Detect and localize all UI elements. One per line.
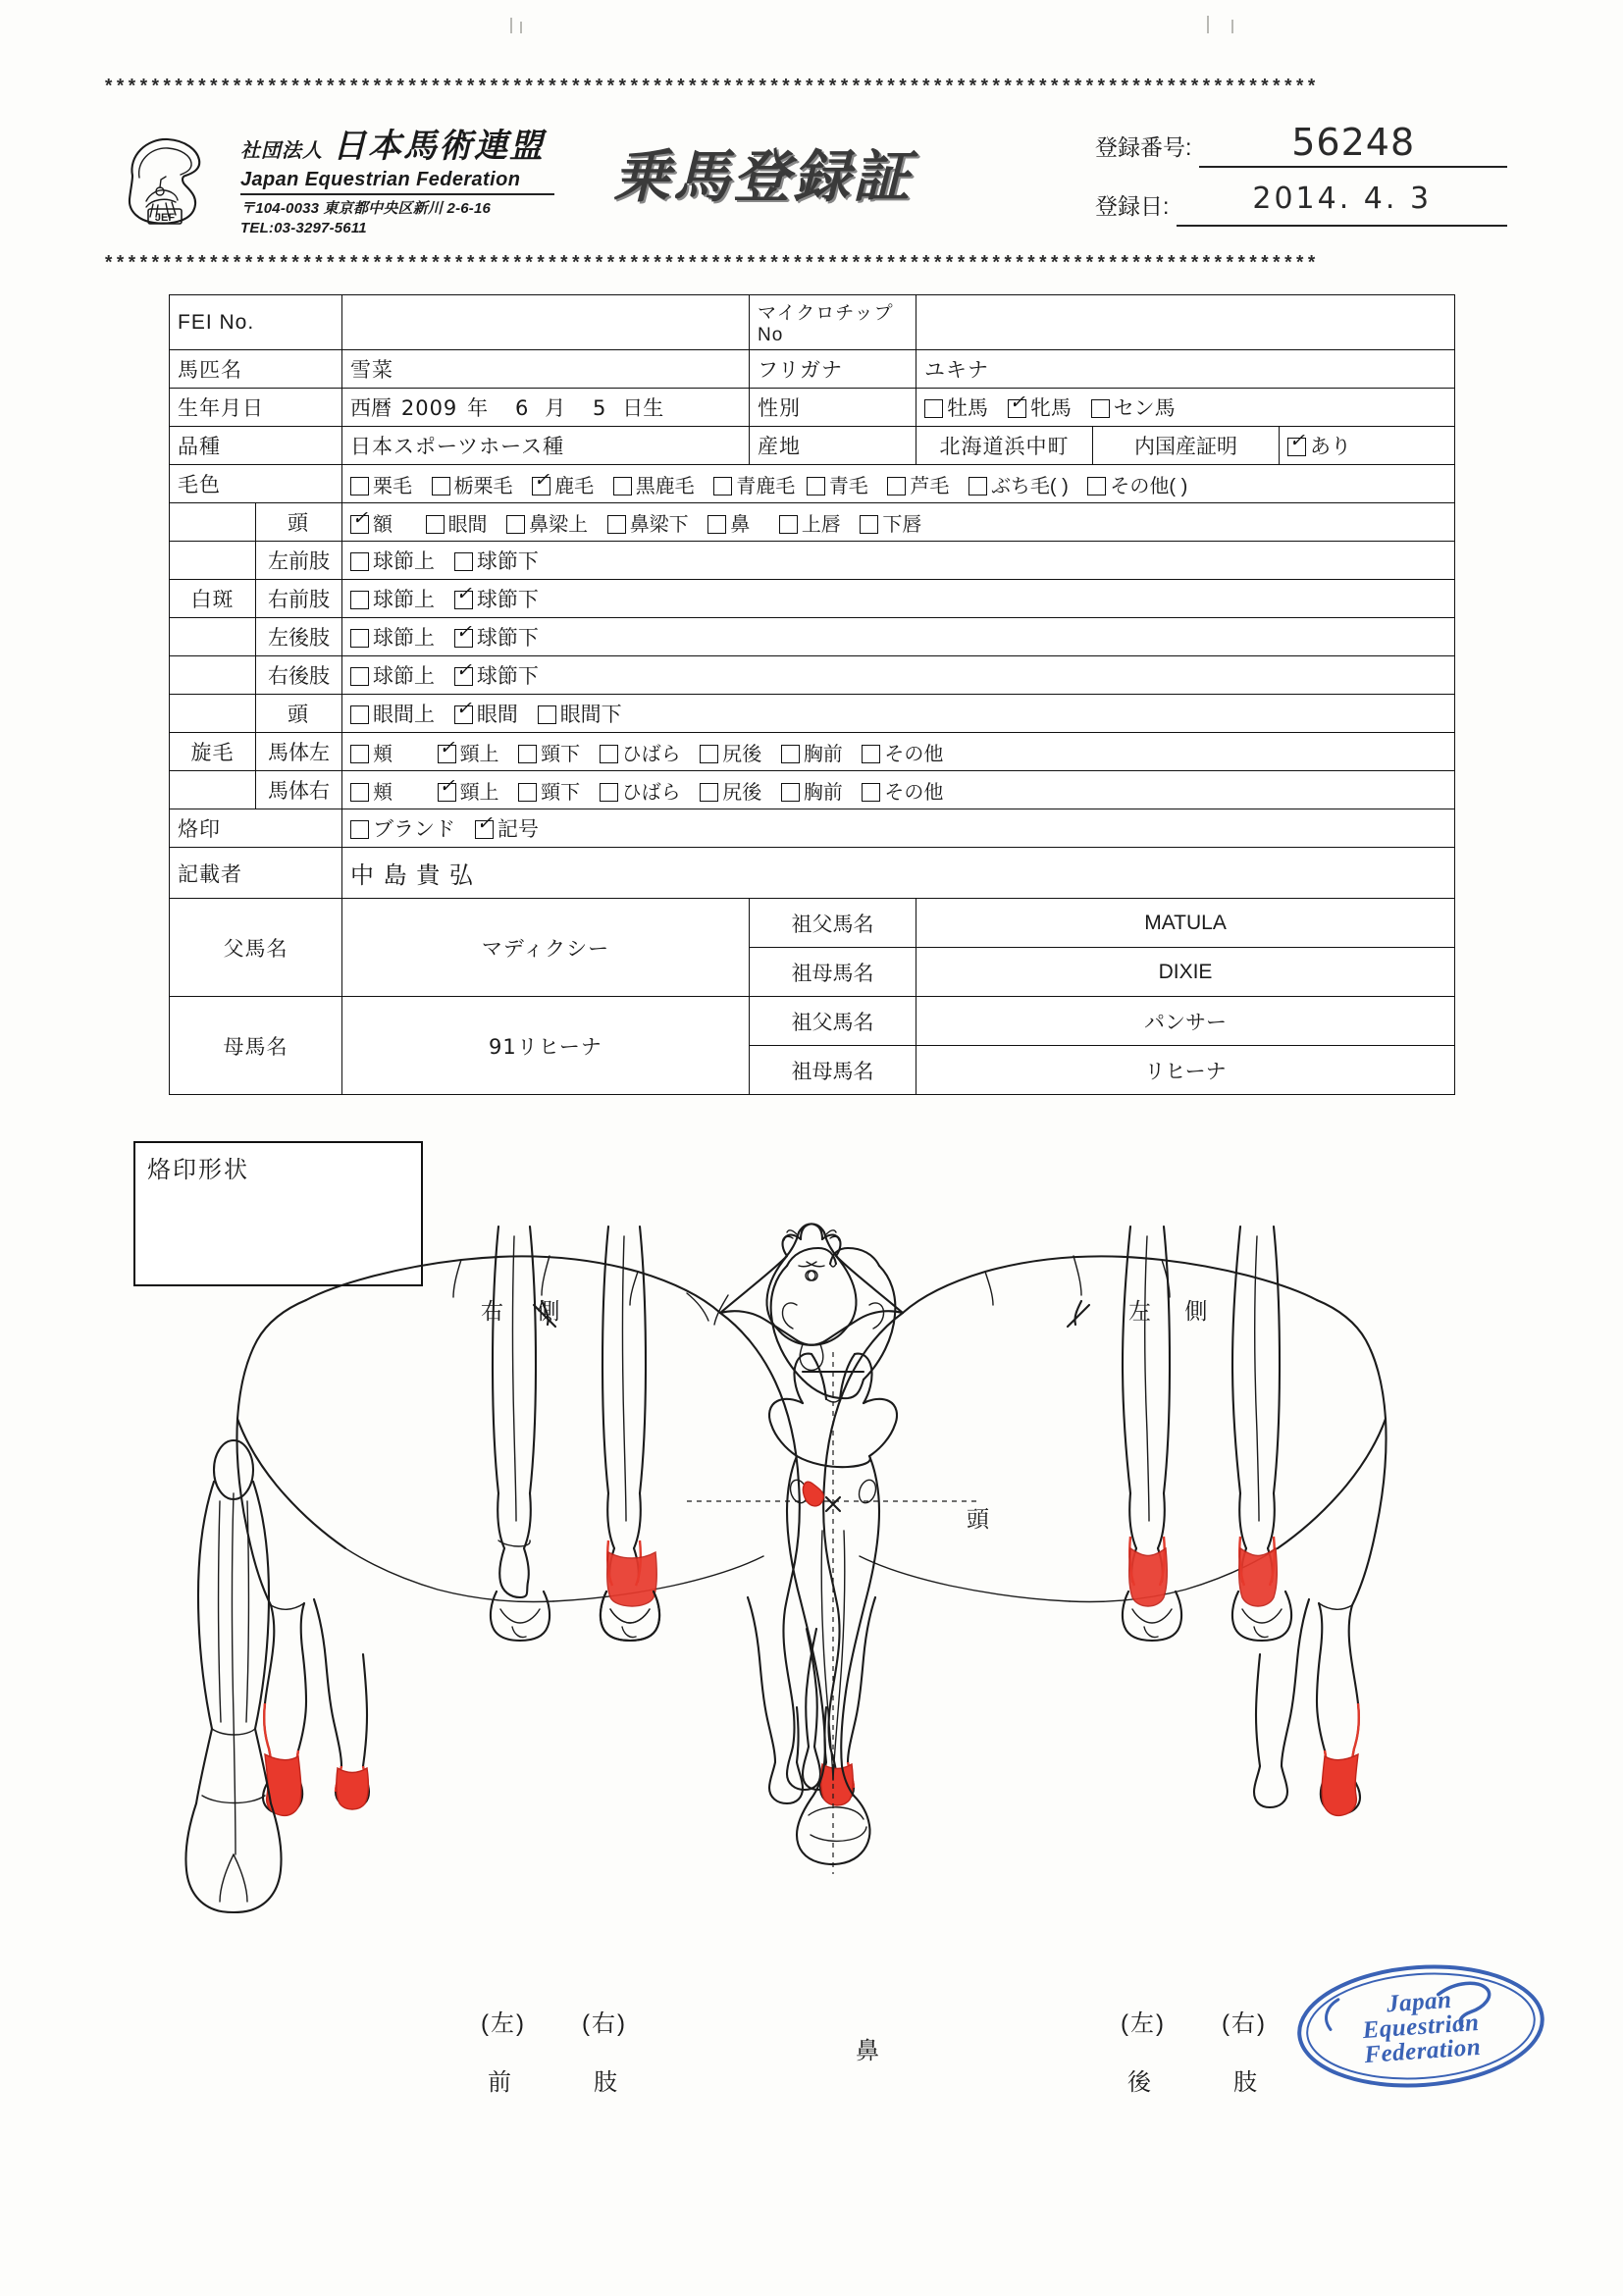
domestic-certificate-label: 内国産証明 xyxy=(1093,427,1280,465)
dam-grandsire-value: パンサー xyxy=(916,997,1455,1046)
brand-option-1[interactable] xyxy=(475,813,539,843)
whorl-body-0-option-5[interactable] xyxy=(781,738,843,766)
microchip-label: マイクロチップNo xyxy=(750,295,916,350)
white-limb-1-option-0[interactable] xyxy=(350,584,435,613)
table-row-breed xyxy=(170,427,1455,465)
sex-option-mare[interactable] xyxy=(1008,392,1072,422)
white-head-option-4-label: 鼻 xyxy=(730,513,751,536)
hind-left-label: (左) xyxy=(1121,2010,1166,2037)
whorl-head-option-0[interactable] xyxy=(350,699,435,728)
whorl-body-0-option-1[interactable] xyxy=(438,738,499,766)
birth-year-unit: 年 xyxy=(467,397,489,420)
white-head-option-0-label: 額 xyxy=(373,513,393,536)
whorl-body-1-label: 馬体右 xyxy=(256,771,342,809)
coat-option-7[interactable] xyxy=(969,470,1069,498)
white-limb-2-option-1[interactable] xyxy=(454,622,539,652)
breed-label: 品種 xyxy=(170,427,342,465)
sire-grandsire-value: MATULA xyxy=(916,899,1455,948)
white-limb-2-options xyxy=(342,618,1455,656)
table-row-sire-gs xyxy=(170,899,1455,948)
white-limb-3-option-1[interactable] xyxy=(454,660,539,690)
origin-label: 産地 xyxy=(750,427,916,465)
sire-granddam-value: DIXIE xyxy=(916,948,1455,997)
white-limb-2-option-1-label: 球節下 xyxy=(476,627,539,650)
white-limb-3-options xyxy=(342,656,1455,695)
dam-label: 母馬名 xyxy=(170,997,342,1095)
brand-option-1-label: 記号 xyxy=(497,818,539,841)
whorl-spacer-2 xyxy=(170,771,256,809)
white-limb-2-option-0[interactable] xyxy=(350,622,435,652)
coat-option-2-label: 鹿毛 xyxy=(554,475,595,497)
birth-day-unit: 日生 xyxy=(622,397,664,420)
whorl-head-option-2-label: 眼間下 xyxy=(559,704,622,726)
coat-option-5-label: 青毛 xyxy=(828,475,868,497)
dam-granddam-label: 祖母馬名 xyxy=(750,1046,916,1095)
whorl-head-options xyxy=(342,695,1455,733)
whorl-head-option-2[interactable] xyxy=(538,699,622,728)
domestic-certificate-option[interactable] xyxy=(1280,427,1455,465)
whorl-body-1-option-2[interactable] xyxy=(518,776,580,805)
coat-option-1[interactable] xyxy=(432,470,513,498)
coat-option-6-label: 芦毛 xyxy=(910,475,950,497)
coat-option-5[interactable] xyxy=(807,470,868,498)
fore-limb-label: 前 肢 xyxy=(488,2069,647,2096)
brand-option-0-label: ブランド xyxy=(373,818,455,841)
furigana-value: ユキナ xyxy=(916,350,1455,389)
asterisk-divider-bottom: ******************************************************************************************************** xyxy=(103,253,1318,275)
sire-value: マディクシー xyxy=(342,899,750,997)
whorl-body-0-option-2-label: 頸下 xyxy=(541,743,581,765)
breed-value: 日本スポーツホース種 xyxy=(342,427,750,465)
brand-options xyxy=(342,809,1455,848)
white-marking-spacer xyxy=(170,503,256,542)
dam-value: 91リヒーナ xyxy=(342,997,750,1095)
svg-text:JEF: JEF xyxy=(154,212,176,224)
hind-right-label: (右) xyxy=(1222,2010,1267,2037)
whorl-spacer xyxy=(170,695,256,733)
table-row-white-lh xyxy=(170,618,1455,656)
table-row-white-rf xyxy=(170,580,1455,618)
whorl-body-0-options xyxy=(342,733,1455,771)
registration-info xyxy=(1095,121,1507,240)
coat-option-3-label: 黒鹿毛 xyxy=(635,475,695,497)
scan-artifact xyxy=(1207,16,1209,33)
white-head-option-0[interactable] xyxy=(350,508,393,537)
white-marking-label xyxy=(170,542,256,580)
whorl-body-1-option-3-label: ひばら xyxy=(621,781,681,804)
sire-granddam-label: 祖母馬名 xyxy=(750,948,916,997)
birth-month-unit: 月 xyxy=(545,397,566,420)
sex-option-mare-label: 牝馬 xyxy=(1029,397,1072,420)
org-address: 〒104-0033 東京都中央区新川 2-6-16 xyxy=(240,200,492,217)
registration-date-value: 2014. 4. 3 xyxy=(1177,182,1507,227)
white-head-options xyxy=(342,503,1455,542)
whorl-body-0-option-4[interactable] xyxy=(700,738,761,766)
sex-option-stallion[interactable] xyxy=(924,392,988,422)
whorl-head-option-1[interactable] xyxy=(454,699,518,728)
table-row-brand xyxy=(170,809,1455,848)
coat-color-label: 毛色 xyxy=(170,465,342,503)
whorl-body-0-option-3[interactable] xyxy=(600,738,681,766)
domestic-certificate-value: あり xyxy=(1310,436,1351,458)
birth-year: 2009 xyxy=(400,396,458,420)
org-corp-prefix: 社団法人 xyxy=(240,140,323,162)
coat-option-0[interactable] xyxy=(350,470,412,498)
whorl-body-0-label: 馬体左 xyxy=(256,733,342,771)
whorl-body-1-option-4[interactable] xyxy=(700,776,761,805)
coat-option-8[interactable] xyxy=(1087,470,1187,498)
white-head-label: 頭 xyxy=(256,503,342,542)
white-limb-1-option-1-label: 球節下 xyxy=(476,589,539,611)
table-row-white-lf xyxy=(170,542,1455,580)
whorl-body-1-option-5[interactable] xyxy=(781,776,843,805)
fei-no-label: FEI No. xyxy=(170,295,342,350)
brand-label: 烙印 xyxy=(170,809,342,848)
jef-official-seal xyxy=(1289,1952,1553,2102)
white-limb-0-option-0[interactable] xyxy=(350,546,435,575)
recorder-value: 中 島 貴 弘 xyxy=(342,848,1455,899)
whorl-body-0-option-0[interactable] xyxy=(350,738,393,766)
whorl-head-label: 頭 xyxy=(256,695,342,733)
whorl-body-1-option-0[interactable] xyxy=(350,776,393,805)
birth-month: 6 xyxy=(514,396,530,420)
hindlimb-pair-figure xyxy=(1123,1226,1291,1641)
white-head-option-4[interactable] xyxy=(707,508,750,537)
white-limb-1-option-0-label: 球節上 xyxy=(373,589,435,611)
table-row-whorl-left xyxy=(170,733,1455,771)
whorl-body-0-option-2[interactable] xyxy=(518,738,580,766)
whorl-body-1-option-6[interactable] xyxy=(862,776,943,805)
sex-label: 性別 xyxy=(750,389,916,427)
whorl-body-1-option-5-label: 胸前 xyxy=(803,781,843,804)
white-limb-2-option-0-label: 球節上 xyxy=(373,627,435,650)
coat-option-7-label: ぶち毛( ) xyxy=(990,475,1069,497)
white-head-option-5[interactable] xyxy=(779,508,841,537)
coat-option-3[interactable] xyxy=(613,470,695,498)
coat-option-1-label: 栃栗毛 xyxy=(453,475,513,497)
white-head-option-6[interactable] xyxy=(860,508,921,537)
white-limb-0-options xyxy=(342,542,1455,580)
jef-logo-icon xyxy=(121,130,211,229)
white-limb-0-option-1-label: 球節下 xyxy=(476,550,539,573)
brand-shape-label: 烙印形状 xyxy=(147,1157,249,1183)
registration-date-label: 登録日: xyxy=(1095,193,1170,219)
registration-number-row xyxy=(1095,121,1507,168)
brand-option-0[interactable] xyxy=(350,813,455,843)
white-head-option-1[interactable] xyxy=(426,508,488,537)
table-row-fei xyxy=(170,295,1455,350)
white-head-option-2-label: 鼻梁上 xyxy=(529,513,589,536)
nose-label: 鼻 xyxy=(856,2038,881,2064)
whorl-body-1-options xyxy=(342,771,1455,809)
forelimb-pair-figure xyxy=(491,1226,659,1641)
registration-number-label: 登録番号: xyxy=(1095,134,1192,160)
horse-name-value: 雪菜 xyxy=(342,350,750,389)
white-limb-3-option-0[interactable] xyxy=(350,660,435,690)
whorl-head-option-1-label: 眼間 xyxy=(476,704,518,726)
coat-option-4-label: 青鹿毛 xyxy=(736,475,796,497)
seal-line-2: Equestrian xyxy=(1361,2009,1481,2045)
white-limb-0-label: 左前肢 xyxy=(256,542,342,580)
white-limb-0-option-1[interactable] xyxy=(454,546,539,575)
coat-option-4[interactable] xyxy=(713,470,795,498)
asterisk-divider-top: ******************************************************************************************************** xyxy=(103,77,1318,98)
white-head-option-3-label: 鼻梁下 xyxy=(629,513,689,536)
table-row-birth xyxy=(170,389,1455,427)
whorl-body-0-option-6-label: その他 xyxy=(884,743,944,765)
fei-no-value xyxy=(342,295,750,350)
white-limb-3-option-0-label: 球節上 xyxy=(373,665,435,688)
fore-right-label: (右) xyxy=(582,2010,627,2037)
scan-artifact xyxy=(520,22,522,33)
white-limb-3-label: 右後肢 xyxy=(256,656,342,695)
horse-left-side-figure xyxy=(766,1224,1386,1815)
dam-grandsire-label: 祖父馬名 xyxy=(750,997,916,1046)
sex-option-gelding-label: セン馬 xyxy=(1113,397,1176,420)
whorl-head-option-0-label: 眼間上 xyxy=(373,704,435,726)
whorl-body-1-option-6-label: その他 xyxy=(884,781,944,804)
whorl-section-label: 旋毛 xyxy=(170,733,256,771)
head-label: 頭 xyxy=(967,1506,991,1532)
coat-option-6[interactable] xyxy=(887,470,949,498)
birth-prefix: 西暦 xyxy=(350,397,392,420)
white-marking-spacer-3 xyxy=(170,656,256,695)
white-head-option-5-label: 上唇 xyxy=(801,513,841,536)
registration-date-row xyxy=(1095,182,1507,227)
registration-number-value: 56248 xyxy=(1199,121,1507,168)
org-telephone: TEL:03-3297-5611 xyxy=(240,220,367,236)
org-name-en: Japan Equestrian Federation xyxy=(240,169,554,195)
origin-value: 北海道浜中町 xyxy=(916,427,1093,465)
microchip-value xyxy=(916,295,1455,350)
sire-label: 父馬名 xyxy=(170,899,342,997)
scan-artifact xyxy=(510,18,512,33)
whorl-body-0-option-0-label: 頬 xyxy=(373,743,393,765)
coat-option-8-label: その他( ) xyxy=(1110,475,1188,497)
horse-name-label: 馬匹名 xyxy=(170,350,342,389)
white-head-option-3[interactable] xyxy=(607,508,689,537)
whorl-body-1-option-2-label: 頸下 xyxy=(541,781,581,804)
table-row-dam-gs xyxy=(170,997,1455,1046)
sex-options xyxy=(916,389,1455,427)
table-row-whorl-head xyxy=(170,695,1455,733)
horse-details-table xyxy=(169,294,1455,1095)
recorder-label: 記載者 xyxy=(170,848,342,899)
birth-day: 5 xyxy=(593,396,607,420)
white-limb-1-label: 右前肢 xyxy=(256,580,342,618)
whorl-body-0-option-1-label: 頸上 xyxy=(459,743,499,765)
whorl-body-0-option-3-label: ひばら xyxy=(621,743,681,765)
table-row-white-head xyxy=(170,503,1455,542)
birthdate-value xyxy=(342,389,750,427)
seal-text xyxy=(1289,1952,1553,2102)
whorl-body-1-option-1-label: 頸上 xyxy=(459,781,499,804)
whorl-body-1-option-3[interactable] xyxy=(600,776,681,805)
fore-left-label: (左) xyxy=(481,2010,526,2037)
hind-limb-label: 後 肢 xyxy=(1127,2069,1286,2096)
document-header xyxy=(103,113,1519,245)
white-limb-1-option-1[interactable] xyxy=(454,584,539,613)
white-marking-spacer-2 xyxy=(170,618,256,656)
horse-rear-view-figure xyxy=(185,1440,281,1912)
coat-option-0-label: 栗毛 xyxy=(373,475,412,497)
whorl-body-1-option-0-label: 頬 xyxy=(373,781,393,804)
white-head-option-6-label: 下唇 xyxy=(882,513,922,536)
scan-artifact xyxy=(1231,20,1233,33)
whorl-body-0-option-6[interactable] xyxy=(862,738,943,766)
table-row-name xyxy=(170,350,1455,389)
table-row-coat xyxy=(170,465,1455,503)
whorl-body-0-option-5-label: 胸前 xyxy=(803,743,843,765)
white-head-option-2[interactable] xyxy=(506,508,588,537)
seal-line-1: Japan xyxy=(1386,1986,1453,2018)
whorl-body-1-option-1[interactable] xyxy=(438,776,499,805)
document-title: 乗馬登録証 xyxy=(613,145,914,209)
white-limb-3-option-1-label: 球節下 xyxy=(476,665,539,688)
whorl-body-0-option-4-label: 尻後 xyxy=(722,743,762,765)
org-name-jp: 日本馬術連盟 xyxy=(333,128,545,165)
table-row-white-rh xyxy=(170,656,1455,695)
sire-grandsire-label: 祖父馬名 xyxy=(750,899,916,948)
dam-granddam-value: リヒーナ xyxy=(916,1046,1455,1095)
organization-block xyxy=(240,119,584,236)
right-side-label: 右 側 xyxy=(481,1298,574,1324)
sex-option-gelding[interactable] xyxy=(1091,392,1176,422)
furigana-label: フリガナ xyxy=(750,350,916,389)
sex-option-stallion-label: 牡馬 xyxy=(947,397,988,420)
coat-color-options xyxy=(342,465,1455,503)
table-row-recorder xyxy=(170,848,1455,899)
white-head-option-1-label: 眼間 xyxy=(447,513,488,536)
whorl-body-1-option-4-label: 尻後 xyxy=(722,781,762,804)
coat-option-2[interactable] xyxy=(532,470,594,498)
seal-line-3: Federation xyxy=(1363,2033,1482,2069)
table-row-whorl-right xyxy=(170,771,1455,809)
white-limb-0-option-0-label: 球節上 xyxy=(373,550,435,573)
left-side-label: 左 側 xyxy=(1128,1298,1222,1324)
birthdate-label: 生年月日 xyxy=(170,389,342,427)
white-marking-section-label: 白斑 xyxy=(170,580,256,618)
white-limb-1-options xyxy=(342,580,1455,618)
white-limb-2-label: 左後肢 xyxy=(256,618,342,656)
